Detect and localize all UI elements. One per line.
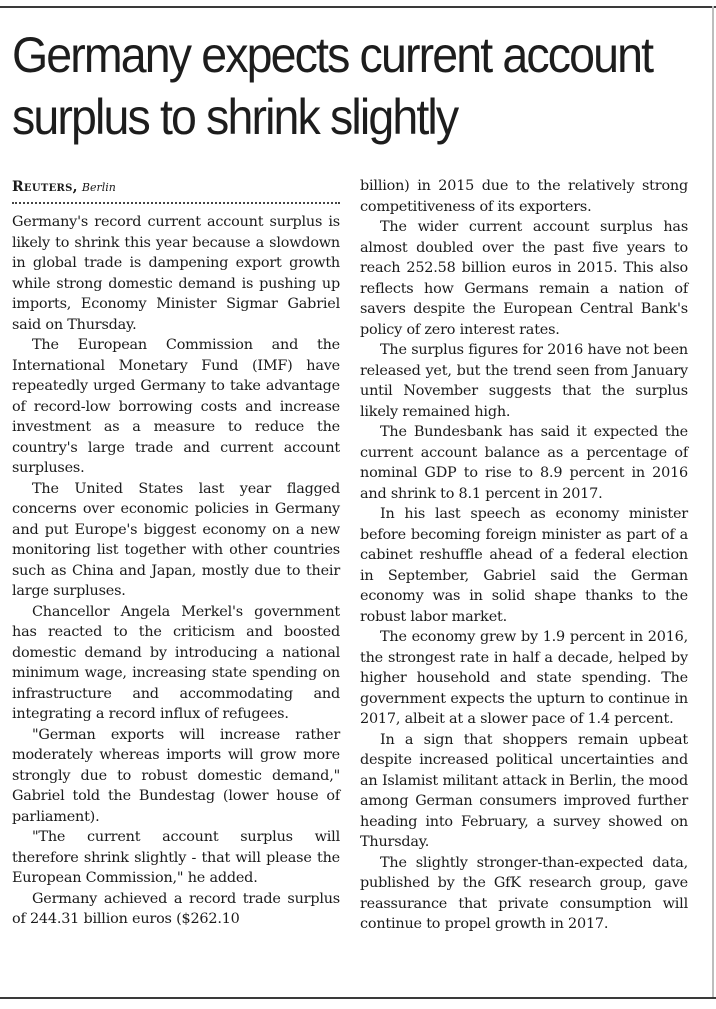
paragraph: The slightly stronger-than-expected data, published by the GfK research group, gave reassurance that private consumption will continue to propel growth in 2017. (360, 854, 688, 932)
paragraph: The economy grew by 1.9 percent in 2016, the strongest rate in half a decade, helped by higher household and state spending. The government expects the upturn to continue in 2017, albeit at a slower pace of 1.4 percent. (360, 629, 688, 727)
paragraph: In his last speech as economy minister before becoming foreign minister as part of a cabinet reshuffle ahead of a federal election in September, Gabriel said the German economy was in solid shape thanks to the robust labor market. (360, 506, 688, 625)
top-rule (0, 6, 716, 8)
paragraph: "German exports will increase rather moderately whereas imports will grow more strongly due to robust domestic demand," Gabriel told the Bundestag (lower house of parliament). (12, 726, 340, 825)
byline-dateline: Berlin (81, 181, 116, 194)
paragraph: billion) in 2015 due to the relatively strong competitiveness of its exporters. (360, 178, 688, 215)
paragraph: Germany achieved a record trade surplus of 244.31 billion euros ($262.10 (12, 890, 340, 927)
paragraph: The wider current account surplus has almost doubled over the past five years to reach 252.58 billion euros in 2015. This also reflects how Germans remain a nation of savers despite the European Central Bank's policy of zero interest rates. (360, 219, 688, 338)
paragraph: In a sign that shoppers remain upbeat despite increased political uncertainties and an Islamist militant attack in Berlin, the mood among German consumers improved further heading into February, a survey showed on Thursday. (360, 731, 688, 850)
byline-divider (12, 202, 340, 204)
right-rule (712, 6, 714, 999)
paragraph: The United States last year flagged concerns over economic policies in Germany and put Europe's biggest economy on a new monitoring list together with other countries such as China and Japan, mostly due to their large surpluses. (12, 480, 340, 599)
bottom-rule (0, 997, 716, 999)
headline: Germany expects current account surplus to shrink slightly (12, 27, 653, 145)
paragraph: The European Commission and the International Monetary Fund (IMF) have repeatedly urged Germany to take advantage of record-low borrowing costs and increase investment as a measure to reduce the country's large trade and current account surpluses. (12, 337, 340, 476)
paragraph: Chancellor Angela Merkel's government has reacted to the criticism and boosted domestic demand by introducing a national minimum wage, increasing state spending on infrastructure and accommodating and integrating a record influx of refugees. (12, 603, 340, 722)
byline (12, 178, 342, 197)
paragraph: "The current account surplus will therefore shrink slightly - that will please the European Commission," he added. (12, 829, 340, 886)
article-column-1 (12, 212, 340, 930)
paragraph: The surplus figures for 2016 have not been released yet, but the trend seen from January until November suggests that the surplus likely remained high. (360, 342, 688, 420)
byline-agency: Reuters, (12, 179, 78, 195)
paragraph: Germany's record current account surplus is likely to shrink this year because a slowdown in global trade is dampening export growth while strong domestic demand is pushing up imports, Economy Minister Sigmar Gabriel said on Thursday. (12, 214, 340, 333)
article-column-2 (360, 176, 688, 935)
paragraph: The Bundesbank has said it expected the current account balance as a percentage of nominal GDP to rise to 8.9 percent in 2016 and shrink to 8.1 percent in 2017. (360, 424, 688, 502)
